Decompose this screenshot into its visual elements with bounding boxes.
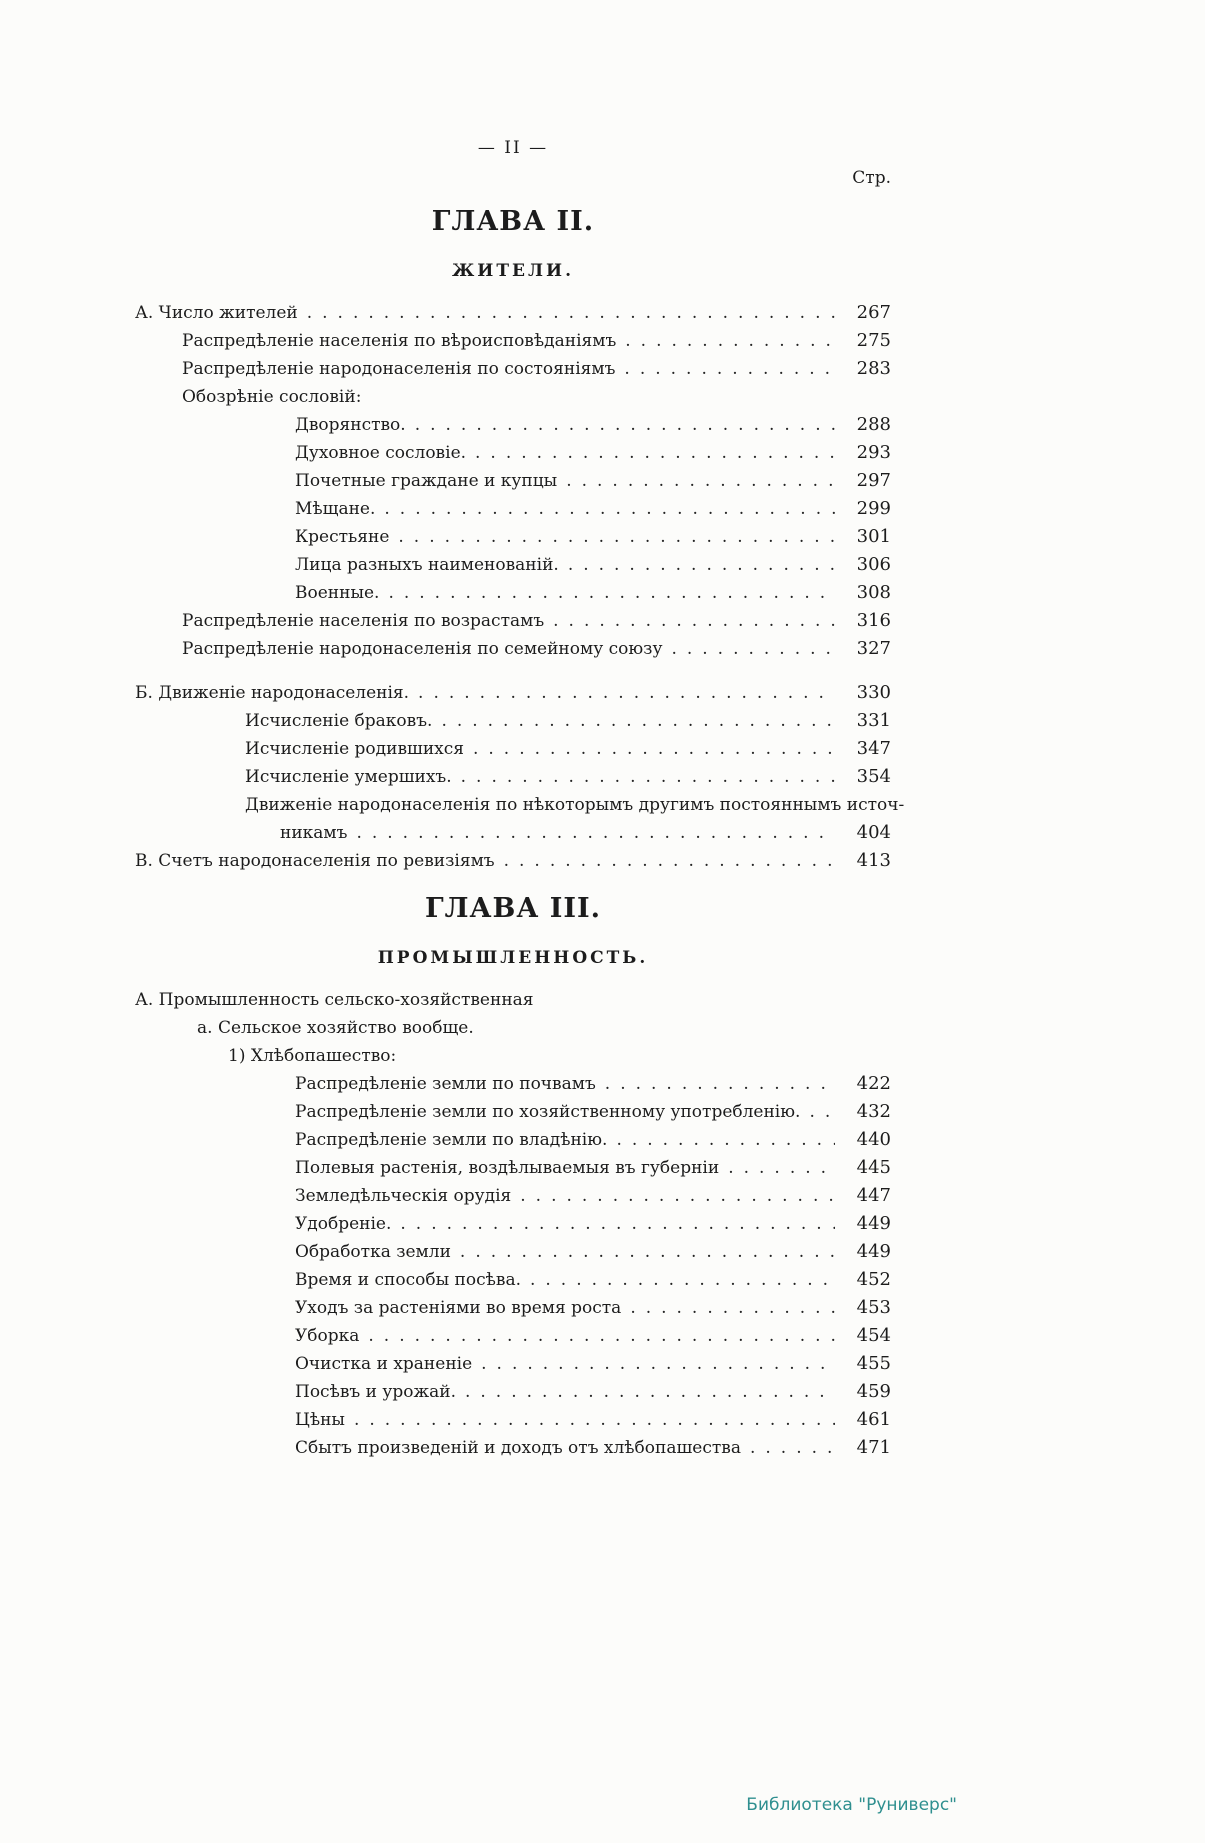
toc-page-number: 455 — [856, 1353, 891, 1374]
leader-dots — [625, 327, 835, 355]
toc-entry-text: Уходъ за растеніями во время роста — [295, 1298, 622, 1318]
toc-entry — [135, 1266, 891, 1294]
toc-entry-text: Посѣвъ и урожай. — [295, 1382, 456, 1402]
toc-entry — [135, 847, 891, 875]
leader-dots — [465, 1378, 835, 1406]
leader-dots — [418, 679, 835, 707]
leader-dots — [809, 1098, 835, 1126]
leader-dots — [481, 1350, 835, 1378]
leader-dots — [441, 707, 835, 735]
toc-entry — [135, 1182, 891, 1210]
toc-page-number: 453 — [856, 1297, 891, 1318]
toc-entry-text: Земледѣльческія орудія — [295, 1186, 512, 1206]
toc-entry — [135, 763, 891, 791]
toc-entry-text: Распредѣленіе народонаселенія по семейному союзу — [182, 639, 663, 659]
toc-entries — [135, 986, 891, 1462]
leader-dots — [630, 1294, 835, 1322]
leader-dots — [671, 635, 835, 663]
toc-entry-text: Почетные граждане и купцы — [295, 471, 558, 491]
toc-entry-text: Распредѣленіе земли по почвамъ — [295, 1074, 596, 1094]
chapter-title: ГЛАВА III. — [424, 893, 601, 924]
toc-entry — [135, 439, 891, 467]
leader-dots — [400, 1210, 835, 1238]
toc-entry — [135, 411, 891, 439]
toc-entry-text: Распредѣленіе народонаселенія по состояніямъ — [182, 359, 616, 379]
toc-entry-text: Исчисленіе умершихъ. — [245, 767, 452, 787]
toc-entry-text: Цѣны — [295, 1410, 345, 1430]
toc-page-number: 288 — [856, 414, 891, 435]
toc-page-number: 308 — [856, 582, 891, 603]
leader-dots — [415, 411, 835, 439]
toc-page-number: 354 — [856, 766, 891, 787]
toc-page-number: 452 — [856, 1269, 891, 1290]
leader-dots — [398, 523, 835, 551]
toc-page-number: 331 — [856, 710, 891, 731]
toc-entry-text: 1) Хлѣбопашество: — [228, 1046, 397, 1066]
toc-entry-text: Распредѣленіе земли по владѣнію. — [295, 1130, 608, 1150]
leader-dots — [356, 819, 835, 847]
leader-dots — [624, 355, 835, 383]
toc-entry — [135, 551, 891, 579]
toc-section — [135, 893, 891, 1462]
toc-entry-text: а. Сельское хозяйство вообще. — [197, 1018, 474, 1038]
toc-entry-text: Б. Движеніе народонаселенія. — [135, 683, 410, 703]
toc-page-number: 449 — [856, 1241, 891, 1262]
leader-dots — [566, 467, 835, 495]
toc-entry-text: А. Промышленность сельско-хозяйственная — [135, 990, 534, 1010]
toc-page-number: 471 — [856, 1437, 891, 1458]
toc — [135, 206, 905, 1462]
toc-entry-text: Распредѣленіе населенія по возрастамъ — [182, 611, 545, 631]
toc-page-number: 327 — [856, 638, 891, 659]
leader-dots — [460, 1238, 835, 1266]
toc-entry-text: Движеніе народонаселенія по нѣкоторымъ другимъ постояннымъ источ- — [245, 795, 905, 815]
toc-entry — [135, 523, 891, 551]
leader-dots — [553, 607, 835, 635]
leader-dots — [504, 847, 835, 875]
toc-page-number: 440 — [856, 1129, 891, 1150]
toc-entry — [135, 467, 891, 495]
leader-dots — [616, 1126, 835, 1154]
toc-entry — [135, 791, 905, 819]
toc-page-number: 445 — [856, 1157, 891, 1178]
toc-entry — [135, 495, 891, 523]
toc-entry-text: Распредѣленіе земли по хозяйственному употребленію. — [295, 1102, 801, 1122]
toc-entry — [135, 986, 891, 1014]
toc-page-number: 297 — [856, 470, 891, 491]
toc-entry — [135, 1154, 891, 1182]
toc-page-number: 461 — [856, 1409, 891, 1430]
toc-page-number: 454 — [856, 1325, 891, 1346]
leader-dots — [728, 1154, 835, 1182]
toc-entry — [135, 1378, 891, 1406]
toc-page-number: 413 — [856, 850, 891, 871]
toc-entry — [135, 735, 891, 763]
toc-entry — [135, 355, 891, 383]
chapter-title: ГЛАВА II. — [431, 206, 595, 237]
toc-page-number: 330 — [856, 682, 891, 703]
toc-entry-text: Мѣщане. — [295, 499, 376, 519]
toc-entry-text: Распредѣленіе населенія по вѣроисповѣданіямъ — [182, 331, 617, 351]
toc-entry — [135, 1070, 891, 1098]
leader-dots — [388, 579, 835, 607]
toc-entry — [135, 635, 891, 663]
toc-entry — [135, 327, 891, 355]
toc-entry — [135, 607, 891, 635]
leader-dots — [605, 1070, 835, 1098]
toc-page-number: 293 — [856, 442, 891, 463]
toc-entry-text: Обозрѣніе сословій: — [182, 387, 362, 407]
toc-page-number: 283 — [856, 358, 891, 379]
toc-page-number: 347 — [856, 738, 891, 759]
toc-page-number: 267 — [856, 302, 891, 323]
toc-entry-text: Очистка и храненіе — [295, 1354, 473, 1374]
toc-entry — [135, 819, 891, 847]
toc-entry — [135, 1434, 891, 1462]
toc-entry — [135, 1042, 891, 1070]
toc-entry-text: Время и способы посѣва. — [295, 1270, 521, 1290]
toc-entry — [135, 1322, 891, 1350]
leader-dots — [750, 1434, 835, 1462]
toc-section — [135, 206, 905, 875]
toc-entry-text: Уборка — [295, 1326, 360, 1346]
toc-page-number: 449 — [856, 1213, 891, 1234]
leader-dots — [530, 1266, 835, 1294]
toc-entry-text: Исчисленіе браковъ. — [245, 711, 433, 731]
toc-page-number: 275 — [856, 330, 891, 351]
toc-entry — [135, 1098, 891, 1126]
toc-entry — [135, 579, 891, 607]
leader-dots — [354, 1406, 835, 1434]
toc-entry — [135, 679, 891, 707]
toc-entry-text: Сбытъ произведеній и доходъ отъ хлѣбопашества — [295, 1438, 741, 1458]
leader-dots — [473, 735, 835, 763]
leader-dots — [475, 439, 835, 467]
leader-dots — [384, 495, 835, 523]
leader-dots — [520, 1182, 835, 1210]
toc-entry — [135, 1238, 891, 1266]
toc-entry — [135, 1014, 891, 1042]
leader-dots — [461, 763, 835, 791]
toc-entry-text: Обработка земли — [295, 1242, 451, 1262]
toc-entry — [135, 1294, 891, 1322]
leader-dots — [568, 551, 835, 579]
toc-entry-text: Исчисленіе родившихся — [245, 739, 464, 759]
toc-entry — [135, 707, 891, 735]
toc-page-number: 316 — [856, 610, 891, 631]
toc-entry-text: Военные. — [295, 583, 380, 603]
toc-entry-text: А. Число жителей — [135, 303, 298, 323]
toc-page-number: 432 — [856, 1101, 891, 1122]
toc-entry — [135, 383, 891, 411]
library-watermark: Библиотека "Руниверс" — [746, 1795, 957, 1815]
toc-page-number: 404 — [856, 822, 891, 843]
toc-page-number: 299 — [856, 498, 891, 519]
toc-entry — [135, 1350, 891, 1378]
toc-entry — [135, 1210, 891, 1238]
chapter-subtitle: ЖИТЕЛИ. — [452, 261, 574, 281]
leader-dots — [368, 1322, 835, 1350]
toc-entry-text: В. Счетъ народонаселенія по ревизіямъ — [135, 851, 495, 871]
toc-entry — [135, 1126, 891, 1154]
page-folio: — II — — [477, 138, 549, 158]
chapter-subtitle: ПРОМЫШЛЕННОСТЬ. — [377, 948, 649, 968]
toc-entry-text: Дворянство. — [295, 415, 406, 435]
toc-entries — [135, 299, 905, 875]
toc-page-number: 459 — [856, 1381, 891, 1402]
toc-entry — [135, 1406, 891, 1434]
toc-entry-text: никамъ — [280, 823, 348, 843]
toc-page-number: 301 — [856, 526, 891, 547]
toc-entry — [135, 299, 891, 327]
toc-entry-text: Духовное сословіе. — [295, 443, 467, 463]
toc-entry-text: Крестьяне — [295, 527, 390, 547]
toc-entry-text: Лица разныхъ наименованій. — [295, 555, 559, 575]
toc-page-number: 447 — [856, 1185, 891, 1206]
page-column-label: Стр. — [852, 168, 891, 188]
toc-page-number: 306 — [856, 554, 891, 575]
leader-dots — [307, 299, 835, 327]
toc-page-number: 422 — [856, 1073, 891, 1094]
scanned-page-content — [135, 138, 905, 1462]
toc-entry-text: Удобреніе. — [295, 1214, 392, 1234]
toc-entry-text: Полевыя растенія, воздѣлываемыя въ губерніи — [295, 1158, 720, 1178]
